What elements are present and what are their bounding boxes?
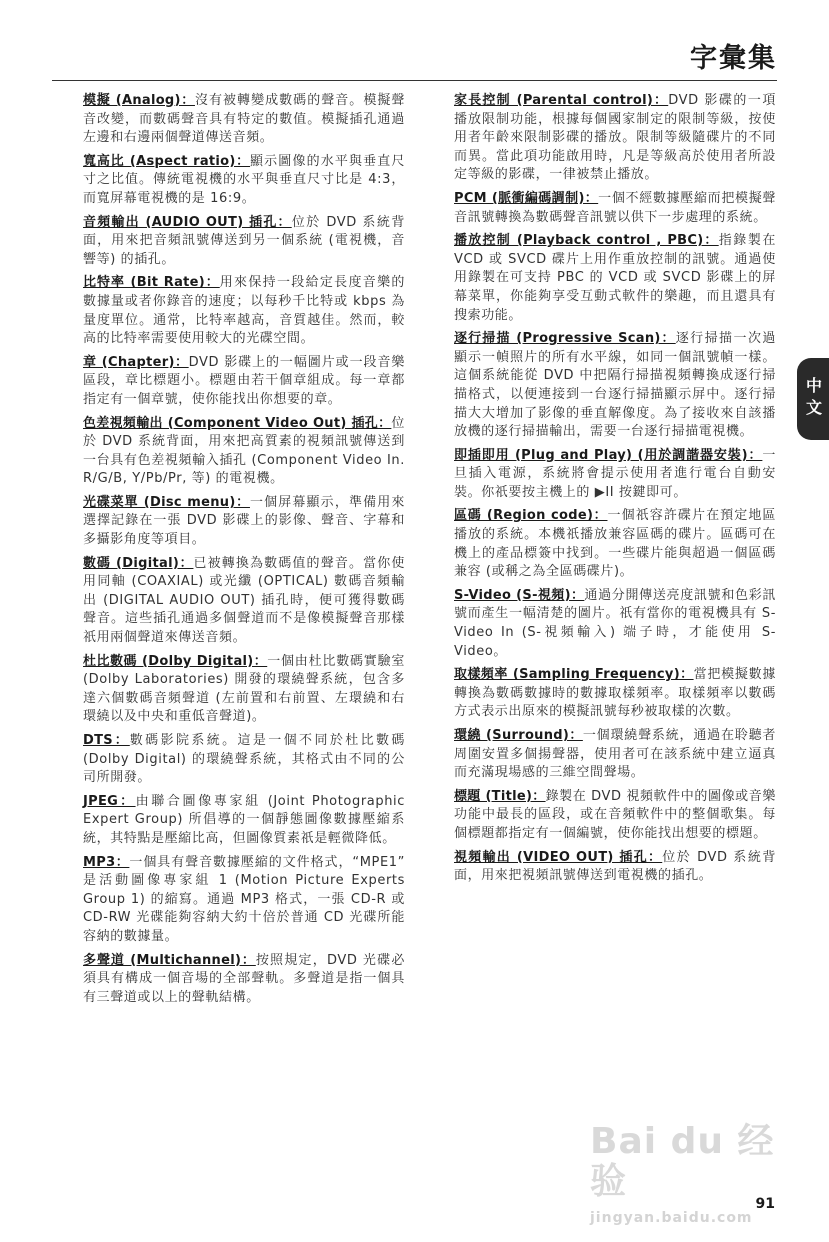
glossary-entry (83, 653, 405, 727)
glossary-entry (83, 274, 405, 348)
glossary-definition: 按照規定，DVD 光碟必須具有構成一個音場的全部聲軌。多聲道是指一個具有三聲道或以上的聲軌結構。 (83, 952, 405, 1005)
glossary-term: 杜比數碼 (Dolby Digital)： (83, 653, 268, 669)
glossary-term: 取樣頻率 (Sampling Frequency)： (454, 667, 694, 683)
glossary-definition: 由聯合圖像專家組 (Joint Photographic Expert Group) 所倡導的一個靜態圖像數據壓縮系統，其特點是壓縮比高，但圖像質素祇是輕微降低。 (83, 793, 405, 846)
glossary-definition: 顯示圖像的水平與垂直尺寸之比值。傳統電視機的水平與垂直尺寸比是 4:3，而寬屏幕電視機的是 16:9。 (83, 153, 405, 206)
glossary-entry (83, 494, 405, 550)
glossary-term: 家長控制 (Parental control)： (454, 93, 669, 108)
glossary-left-column (83, 92, 405, 1012)
glossary-term: 標題 (Title)： (454, 788, 546, 804)
glossary-term: 光碟菜單 (Disc menu)： (83, 494, 250, 510)
glossary-term: 章 (Chapter)： (83, 354, 189, 370)
glossary-definition: 位於 DVD 系統背面，用來把高質素的視頻訊號傳送到一台具有色差視頻輸入插孔 (Component Video In. R/G/B, Y/Pb/Pr, 等) 的電視機。 (83, 415, 405, 487)
glossary-term: 視頻輸出 (VIDEO OUT) 插孔： (454, 849, 663, 865)
glossary-entry (454, 727, 776, 783)
glossary-entry (454, 507, 776, 581)
glossary-definition: 一個不經數據壓縮而把模擬聲音訊號轉換為數碼聲音訊號以供下一步處理的系統。 (454, 190, 776, 225)
glossary-entry (83, 214, 405, 270)
glossary-entry (83, 354, 405, 410)
glossary-definition: 通過分開傳送亮度訊號和色彩訊號而產生一幅清楚的圖片。祇有當你的電視機具有 S-Video In (S-視頻輸入) 端子時，才能使用 S-Video。 (454, 587, 776, 659)
glossary-term: 模擬 (Analog)： (83, 93, 195, 108)
glossary-entry (454, 587, 776, 661)
glossary-entry (454, 232, 776, 325)
glossary-term: 多聲道 (Multichannel)： (83, 952, 256, 968)
glossary-definition: 一旦插入電源，系統將會提示使用者進行電台自動安裝。你祇要按主機上的 ▶II 按鍵即可。 (454, 447, 776, 500)
glossary-term: 區碼 (Region code)： (454, 508, 608, 524)
glossary-definition: 沒有被轉變成數碼的聲音。模擬聲音改變，而數碼聲音具有特定的數值。模擬插孔通過左邊和右邊兩個聲道傳送音頻。 (83, 93, 405, 146)
glossary-term: 環繞 (Surround)： (454, 728, 583, 743)
glossary-term: 音頻輸出 (AUDIO OUT) 插孔： (83, 214, 292, 230)
language-tab-label: 中文 (803, 377, 823, 421)
glossary-definition: DVD 影碟的一項播放限制功能，根據每個國家制定的限制等級，按使用者年齡來限制影碟的播放。限制等級隨碟片的不同而異。當此項功能啟用時，凡是等級高於使用者所設定等級的影碟，一律被禁止播放。 (454, 93, 776, 183)
glossary-entry (83, 793, 405, 849)
glossary-entry (83, 153, 405, 209)
glossary-term: 逐行掃描 (Progressive Scan)： (454, 331, 676, 347)
title-divider (52, 80, 777, 81)
glossary-definition: 一個由杜比數碼實驗室 (Dolby Laboratories) 開發的環繞聲系統，包含多達六個數碼音頻聲道 (左前置和右前置、左環繞和右環繞以及中央和重低音聲道)。 (83, 653, 405, 725)
watermark-logo-text: Bai du 经验 (590, 1121, 775, 1202)
glossary-entry (83, 854, 405, 947)
glossary-definition: 數碼影院系統。這是一個不同於杜比數碼 (Dolby Digital) 的環繞聲系統，其格式由不同的公司所開發。 (83, 733, 405, 786)
glossary-entry (454, 666, 776, 722)
glossary-term: 比特率 (Bit Rate)： (83, 275, 220, 291)
glossary-term: DTS： (83, 733, 130, 748)
glossary-term: S-Video (S-視頻)： (454, 587, 585, 603)
glossary-definition: 指錄製在 VCD 或 SVCD 碟片上用作重放控制的訊號。通過使用錄製在可支持 PBC 的 VCD 或 SVCD 影碟上的屏幕菜單，你能夠享受互動式軟件的樂趣，而且還具有搜索功能。 (454, 233, 776, 323)
glossary-entry (83, 92, 405, 148)
glossary-entry (454, 330, 776, 442)
glossary-definition: 位於 DVD 系統背面，用來把視頻訊號傳送到電視機的插孔。 (454, 849, 776, 884)
glossary-term: 數碼 (Digital)： (83, 555, 194, 571)
glossary-term: MP3： (83, 854, 130, 870)
glossary-entry (454, 447, 776, 503)
glossary-entry (454, 92, 776, 185)
glossary-entry (83, 415, 405, 489)
glossary-term: PCM (脈衝編碼調制)： (454, 190, 599, 206)
glossary-definition: 一個祇容許碟片在預定地區播放的系統。本機祇播放兼容區碼的碟片。區碼可在機上的產品標簽中找到。一些碟片能與超過一個區碼兼容 (或稱之為全區碼碟片)。 (454, 508, 777, 580)
glossary-term: JPEG： (83, 793, 136, 809)
glossary-entry (83, 732, 405, 788)
page-number: 91 (755, 1196, 775, 1212)
glossary-entry (83, 555, 405, 648)
glossary-entry (454, 788, 776, 844)
glossary-term: 播放控制 (Playback control , PBC)： (454, 233, 719, 249)
glossary-definition: 一個具有聲音數據壓縮的文件格式，“MPE1” 是活動圖像專家組 1 (Motion Picture Experts Group 1) 的縮寫。通過 MP3 格式，一張 CD-R 或 CD-RW 光碟能夠容納大約十倍於普通 CD 光碟所能容納的數據量。 (83, 854, 405, 944)
glossary-definition: 位於 DVD 系統背面，用來把音頻訊號傳送到另一個系統 (電視機，音響等) 的插孔。 (83, 214, 405, 267)
glossary-term: 即插即用 (Plug and Play) (用於調諧器安裝)： (454, 447, 763, 463)
glossary-definition: 當把模擬數據轉換為數碼數據時的數據取樣頻率。取樣頻率以數碼方式表示出原來的模擬訊號每秒被取樣的次數。 (454, 667, 776, 720)
glossary-definition: 一個屏幕顯示，準備用來選擇記錄在一張 DVD 影碟上的影像、聲音、字幕和多攝影角度等項目。 (83, 494, 405, 548)
glossary-definition: 用來保持一段給定長度音樂的數據量或者你錄音的速度；以每秒千比特或 kbps 為量度單位。通常，比特率越高，音質越佳。然而，較高的比特率需要使用較大的光碟空間。 (83, 275, 405, 347)
glossary-right-column (454, 92, 776, 891)
language-side-tab (797, 358, 829, 440)
glossary-definition: DVD 影碟上的一幅圖片或一段音樂區段，章比標題小。標題由若干個章組成。每一章都指定有一個章號，使你能找出你想要的章。 (83, 354, 405, 407)
glossary-definition: 錄製在 DVD 視頻軟件中的圖像或音樂功能中最長的區段，或在音頻軟件中的整個歌集。每個標題都指定有一個編號，使你能找出想要的標題。 (454, 788, 776, 841)
glossary-term: 寬高比 (Aspect ratio)： (83, 153, 251, 169)
glossary-entry (454, 190, 776, 227)
glossary-definition: 已被轉換為數碼值的聲音。當你使用同軸 (COAXIAL) 或光纖 (OPTICAL) 數碼音頻輸出 (DIGITAL AUDIO OUT) 插孔時，便可獲得數碼聲音。這些插孔通過多個聲道而不是像模擬聲音那樣祇用兩個聲道來傳送音頻。 (83, 555, 405, 646)
watermark-url: jingyan.baidu.com (590, 1210, 753, 1226)
glossary-entry (83, 952, 405, 1008)
page-title: 字彙集 (690, 43, 777, 74)
glossary-definition: 逐行掃描一次過顯示一幀照片的所有水平線，如同一個訊號幀一樣。這個系統能從 DVD 中把隔行掃描視頻轉換成逐行掃描格式，以便連接到一台逐行掃描顯示屏中。逐行掃描大大增加了影像的垂直解像度。為了接收來自該播放機的逐行掃描輸出，需要一台逐行掃描電視機。 (454, 331, 777, 440)
glossary-entry (454, 849, 776, 886)
glossary-term: 色差視頻輸出 (Component Video Out) 插孔： (83, 415, 392, 431)
glossary-definition: 一個環繞聲系統，通過在聆聽者周圍安置多個揚聲器，使用者可在該系統中建立逼真而充滿現場感的三維空間聲場。 (454, 728, 777, 781)
